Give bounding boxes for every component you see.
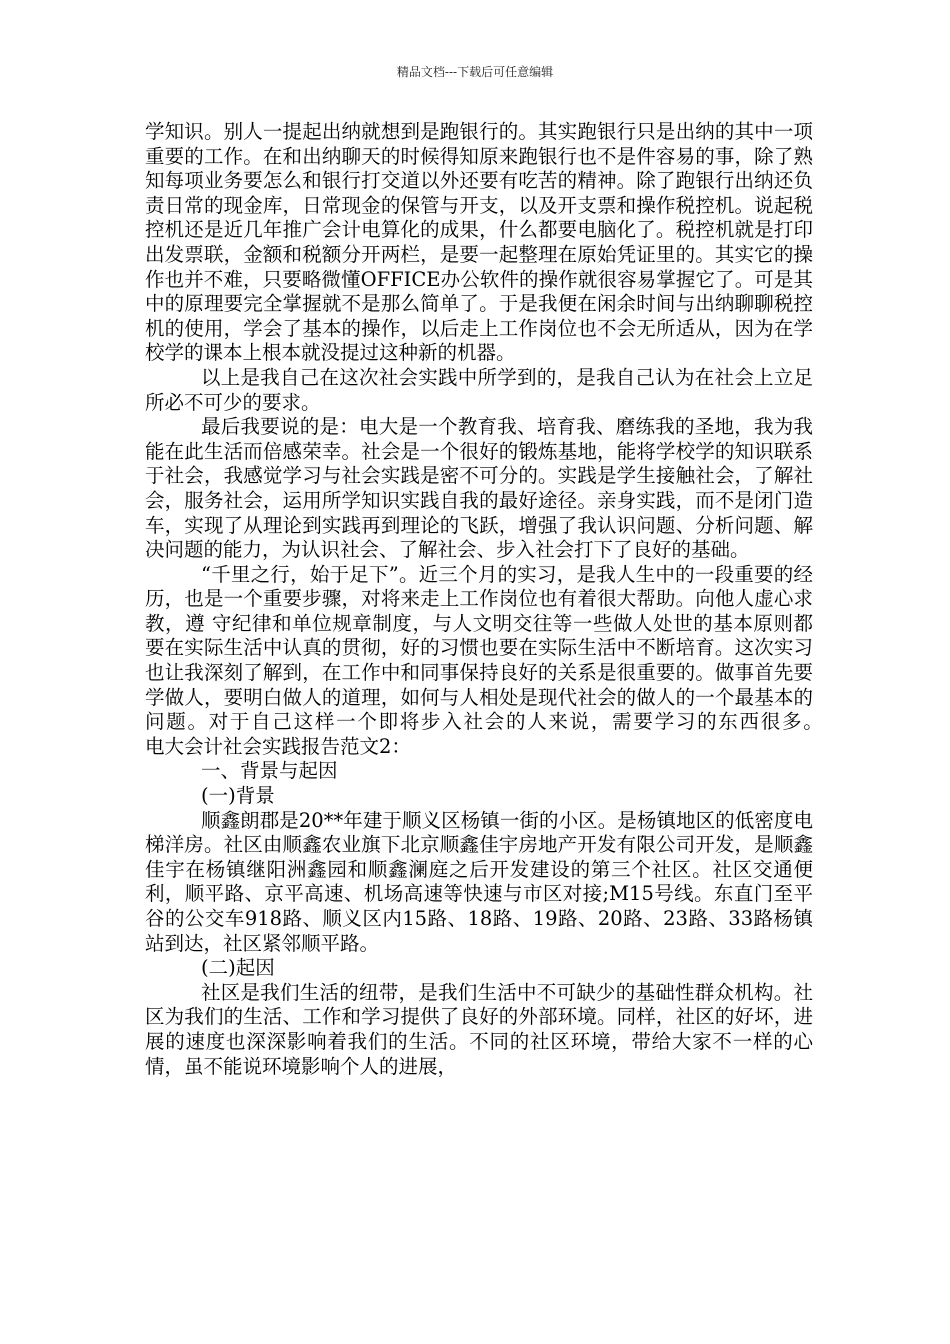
subsection-heading-cause: (二)起因 [201, 956, 275, 980]
page-header: 精品文档---下载后可任意编辑 [396, 65, 554, 79]
paragraph-1: 学知识。别人一提起出纳就想到是跑银行的。其实跑银行只是出纳的其中一项重要的工作。在和出纳聊天的时候得知原来跑银行也不是件容易的事，除了熟知每项业务要怎么和银行打交道以外还要有吃苦的精神。除了跑银行出纳还负责日常的现金库，日常现金的保管与开支，以及开支票和操作税控机。说起税控机还是近几年推广会计电算化的成果，什么都要电脑化了。税控机就是打印出发票联，金额和税额分开两栏，是要一起整理在原始凭证里的。其实它的操作也并不难，只要略微懂OFFICE办公软件的操作就很容易掌握它了。可是其中的原理要完全掌握就不是那么简单了。于是我便在闲余时间与出纳聊聊税控机的使用，学会了基本的操作，以后走上工作岗位也不会无所适从，因为在学校学的课本上根本就没提过这种新的机器。 [145, 120, 813, 365]
subsection-heading-background: (一)背景 [201, 784, 275, 808]
paragraph-cause: 社区是我们生活的纽带，是我们生活中不可缺少的基础性群众机构。社区为我们的生活、工作和学习提供了良好的外部环境。同样，社区的好坏，进展的速度也深深影响着我们的生活。不同的社区环境，带给大家不一样的心情，虽不能说环境影响个人的进展， [145, 980, 813, 1078]
paragraph-4: “千里之行，始于足下”。近三个月的实习，是我人生中的一段重要的经历，也是一个重要步骤，对将来走上工作岗位也有着很大帮助。向他人虚心求教，遵 守纪律和单位规章制度，与人文明交往等一些做人处世的基本原则都要在实际生活中认真的贯彻，好的习惯也要在实际生活中不断培育。这次实习也让我深刻了解到，在工作中和同事保持良好的关系是很重要的。做事首先要学做人，要明白做人的道理，如何与人相处是现代社会的做人的一个最基本的问题。对于自己这样一个即将步入社会的人来说，需要学习的东西很多。 电大会计社会实践报告范文2： [145, 562, 853, 758]
paragraph-background: 顺鑫朗郡是20**年建于顺义区杨镇一街的小区。是杨镇地区的低密度电梯洋房。社区由顺鑫农业旗下北京顺鑫佳宇房地产开发有限公司开发，是顺鑫佳宇在杨镇继阳洲鑫园和顺鑫澜庭之后开发建设的第三个社区。社区交通便利，顺平路、京平高速、机场高速等快速与市区对接;M15号线。东直门至平谷的公交车918路、顺义区内15路、18路、19路、20路、23路、33路杨镇站到达，社区紧邻顺平路。 [145, 808, 813, 955]
paragraph-3: 最后我要说的是：电大是一个教育我、培育我、磨练我的圣地，我为我能在此生活而倍感荣幸。社会是一个很好的锻炼基地，能将学校学的知识联系于社会，我感觉学习与社会实践是密不可分的。实践是学生接触社会，了解社会，服务社会，运用所学知识实践自我的最好途径。亲身实践，而不是闭门造车，实现了从理论到实践再到理论的飞跃，增强了我认识问题、分析问题、解决问题的能力，为认识社会、了解社会、步入社会打下了良好的基础。 [145, 415, 813, 562]
paragraph-2: 以上是我自己在这次社会实践中所学到的，是我自己认为在社会上立足所必不可少的要求。 [145, 365, 813, 414]
document-body [145, 120, 853, 1079]
section-heading-1: 一、背景与起因 [201, 759, 338, 783]
